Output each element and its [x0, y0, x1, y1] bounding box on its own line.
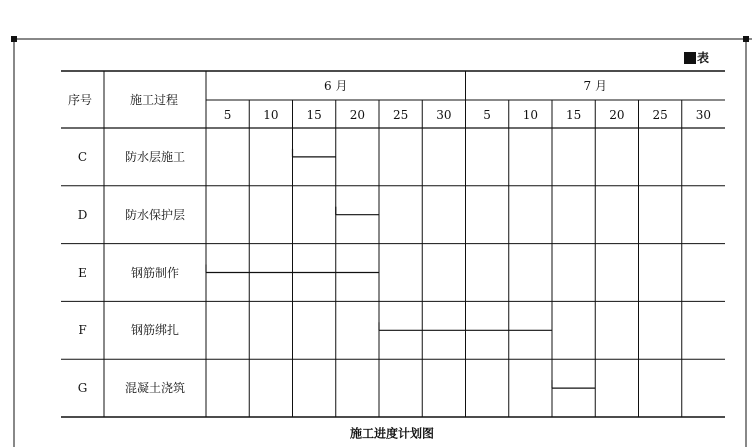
header-day-label: 25 [652, 108, 668, 122]
table-tag [684, 49, 709, 66]
chart-caption: 施工进度计划图 [349, 426, 435, 441]
row-code: F [78, 323, 87, 338]
black-square-icon [684, 52, 696, 64]
header-day-label: 30 [436, 108, 452, 122]
header-day-label: 30 [695, 108, 712, 122]
table-grid [61, 71, 725, 417]
header-day-label: 10 [263, 108, 279, 122]
row-process-name: 防水保护层 [124, 207, 186, 222]
header-day-label: 15 [306, 108, 322, 122]
header-day-label: 5 [223, 108, 232, 122]
page-border [11, 36, 752, 447]
header-seq-label: 序号 [67, 93, 93, 107]
table-tag-label: 表 [697, 51, 710, 65]
header-day-label: 25 [392, 108, 409, 122]
row-code: C [77, 149, 88, 164]
header-day-label: 5 [483, 108, 491, 122]
header-day-label: 20 [349, 108, 366, 122]
row-process-name: 钢筋绑扎 [130, 323, 180, 338]
header-process-label: 施工过程 [129, 93, 179, 107]
row-process-name: 钢筋制作 [130, 265, 180, 280]
row-process-name: 混凝土浇筑 [124, 381, 186, 396]
row-code: D [77, 207, 88, 222]
row-process-name: 防水层施工 [124, 149, 186, 164]
row-code: E [78, 265, 87, 280]
header-day-label: 20 [609, 108, 625, 122]
header-day-label: 10 [522, 108, 539, 122]
row-code: G [77, 381, 88, 396]
progress-bars [206, 149, 595, 388]
header-month-label: 6 月 [324, 79, 348, 93]
header-month-label: 7 月 [583, 79, 607, 93]
header-day-label: 15 [565, 108, 582, 122]
